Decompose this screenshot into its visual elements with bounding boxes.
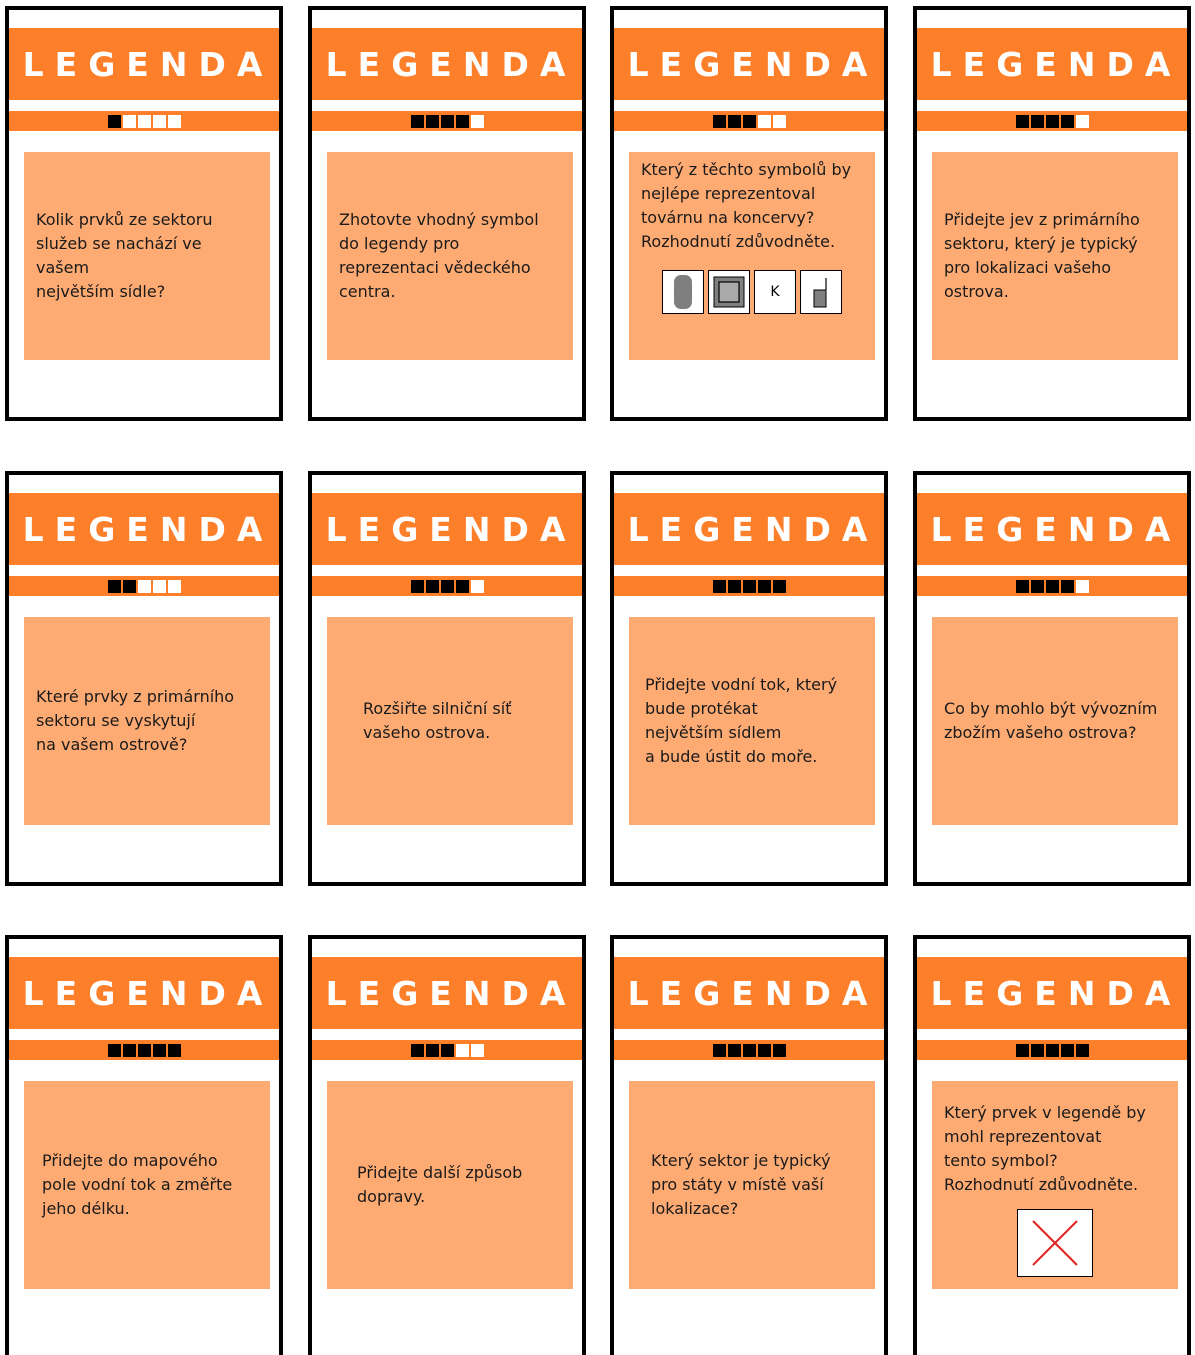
question-panel (24, 152, 270, 360)
question-panel (24, 617, 270, 825)
red-cross-icon[interactable] (1017, 1209, 1093, 1277)
question-text: Který prvek v legendě by mohl reprezentovat tento symbol? Rozhodnutí zdůvodněte. (944, 1103, 1146, 1194)
card-title: LEGENDA (917, 493, 1187, 565)
difficulty-indicator (312, 1040, 582, 1060)
card-title: LEGENDA (614, 493, 884, 565)
difficulty-indicator (917, 111, 1187, 131)
question-panel (327, 152, 573, 360)
card-2[interactable] (308, 6, 586, 421)
card-4[interactable] (913, 6, 1191, 421)
rounded-can-icon[interactable] (662, 270, 704, 314)
question-panel (932, 617, 1178, 825)
difficulty-indicator (917, 576, 1187, 596)
question-text: Zhotovte vhodný symbol do legendy pro reprezentaci vědeckého centra. (339, 210, 539, 301)
question-panel (629, 152, 875, 360)
difficulty-indicator (917, 1040, 1187, 1060)
question-text: Který sektor je typický pro státy v místě vaší lokalizace? (651, 1151, 831, 1218)
card-title: LEGENDA (917, 28, 1187, 100)
question-panel (24, 1081, 270, 1289)
difficulty-indicator (9, 576, 279, 596)
card-title: LEGENDA (917, 957, 1187, 1029)
card-title: LEGENDA (9, 957, 279, 1029)
question-text: Co by mohlo být vývozním zbožím vašeho ostrova? (944, 699, 1158, 742)
card-title: LEGENDA (9, 493, 279, 565)
card-title: LEGENDA (614, 28, 884, 100)
difficulty-indicator (9, 111, 279, 131)
framed-square-icon[interactable] (708, 270, 750, 314)
question-panel (327, 1081, 573, 1289)
symbol-options (641, 270, 863, 314)
question-panel (932, 1081, 1178, 1289)
letter-k-icon[interactable] (754, 270, 796, 314)
question-panel (932, 152, 1178, 360)
difficulty-indicator (614, 1040, 884, 1060)
question-panel (629, 617, 875, 825)
question-text: Který z těchto symbolů by nejlépe reprezentoval továrnu na koncervy? Rozhodnutí zdůvodněte. (641, 160, 852, 251)
question-text: Přidejte vodní tok, který bude protékat největším sídlem a bude ústit do moře. (645, 675, 838, 766)
difficulty-indicator (312, 111, 582, 131)
card-11[interactable] (610, 935, 888, 1355)
difficulty-indicator (9, 1040, 279, 1060)
difficulty-indicator (614, 576, 884, 596)
card-title: LEGENDA (9, 28, 279, 100)
card-1[interactable] (5, 6, 283, 421)
card-title: LEGENDA (312, 28, 582, 100)
card-title: LEGENDA (312, 493, 582, 565)
difficulty-indicator (312, 576, 582, 596)
question-text: Kolik prvků ze sektoru služeb se nachází ve vašem největším sídle? (36, 210, 213, 301)
question-text: Přidejte jev z primárního sektoru, který je typický pro lokalizaci vašeho ostrova. (944, 210, 1140, 301)
factory-chimney-icon[interactable] (800, 270, 842, 314)
difficulty-indicator (614, 111, 884, 131)
question-text: Přidejte do mapového pole vodní tok a změřte jeho délku. (42, 1151, 233, 1218)
card-10[interactable] (308, 935, 586, 1355)
card-5[interactable] (5, 471, 283, 886)
symbol-letter: K (770, 284, 780, 300)
card-3[interactable] (610, 6, 888, 421)
card-6[interactable] (308, 471, 586, 886)
question-text: Přidejte další způsob dopravy. (357, 1163, 523, 1206)
card-12[interactable] (913, 935, 1191, 1355)
card-7[interactable] (610, 471, 888, 886)
question-text: Které prvky z primárního sektoru se vyskytují na vašem ostrově? (36, 687, 235, 754)
card-9[interactable] (5, 935, 283, 1355)
question-panel (327, 617, 573, 825)
card-8[interactable] (913, 471, 1191, 886)
card-title: LEGENDA (614, 957, 884, 1029)
question-panel (629, 1081, 875, 1289)
card-title: LEGENDA (312, 957, 582, 1029)
question-text: Rozšiřte silniční síť vašeho ostrova. (363, 699, 512, 742)
